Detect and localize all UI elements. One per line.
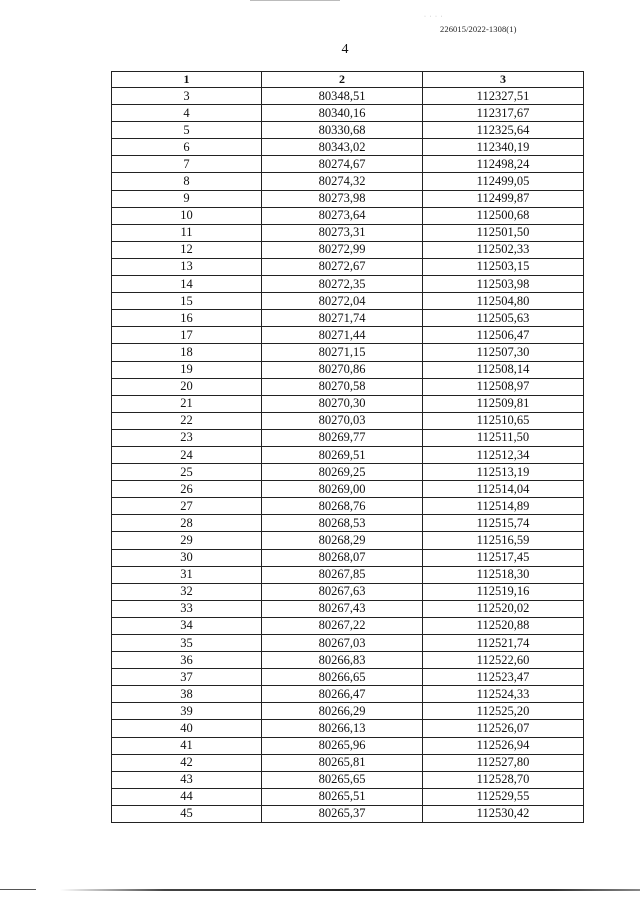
point-number-cell: 10 bbox=[112, 207, 262, 224]
point-number-cell: 22 bbox=[112, 412, 262, 429]
page-number: 4 bbox=[341, 42, 349, 57]
x-coordinate-cell: 80265,37 bbox=[262, 805, 423, 822]
coordinates-table bbox=[111, 71, 584, 823]
y-coordinate-cell: 112498,24 bbox=[423, 156, 584, 173]
table-row bbox=[112, 600, 584, 617]
point-number-cell: 6 bbox=[112, 139, 262, 156]
point-number-cell: 34 bbox=[112, 617, 262, 634]
y-coordinate-cell: 112325,64 bbox=[423, 122, 584, 139]
point-number-cell: 25 bbox=[112, 464, 262, 481]
point-number-cell: 4 bbox=[112, 105, 262, 122]
y-coordinate-cell: 112527,80 bbox=[423, 754, 584, 771]
y-coordinate-cell: 112524,33 bbox=[423, 686, 584, 703]
y-coordinate-cell: 112514,04 bbox=[423, 481, 584, 498]
table-row bbox=[112, 395, 584, 412]
x-coordinate-cell: 80265,81 bbox=[262, 754, 423, 771]
x-coordinate-cell: 80267,63 bbox=[262, 583, 423, 600]
table-row bbox=[112, 532, 584, 549]
point-number-cell: 28 bbox=[112, 515, 262, 532]
x-coordinate-cell: 80265,51 bbox=[262, 788, 423, 805]
y-coordinate-cell: 112521,74 bbox=[423, 635, 584, 652]
x-coordinate-cell: 80266,65 bbox=[262, 669, 423, 686]
table-header bbox=[112, 72, 584, 88]
y-coordinate-cell: 112520,02 bbox=[423, 600, 584, 617]
point-number-cell: 43 bbox=[112, 771, 262, 788]
y-coordinate-cell: 112520,88 bbox=[423, 617, 584, 634]
y-coordinate-cell: 112529,55 bbox=[423, 788, 584, 805]
table-row bbox=[112, 207, 584, 224]
point-number-cell: 26 bbox=[112, 481, 262, 498]
y-coordinate-cell: 112516,59 bbox=[423, 532, 584, 549]
table-row bbox=[112, 703, 584, 720]
x-coordinate-cell: 80270,03 bbox=[262, 412, 423, 429]
point-number-cell: 41 bbox=[112, 737, 262, 754]
x-coordinate-cell: 80270,30 bbox=[262, 395, 423, 412]
table-row bbox=[112, 566, 584, 583]
table-row bbox=[112, 276, 584, 293]
y-coordinate-cell: 112506,47 bbox=[423, 327, 584, 344]
table-row bbox=[112, 122, 584, 139]
table-row bbox=[112, 88, 584, 105]
y-coordinate-cell: 112509,81 bbox=[423, 395, 584, 412]
y-coordinate-cell: 112507,30 bbox=[423, 344, 584, 361]
y-coordinate-cell: 112513,19 bbox=[423, 464, 584, 481]
table-row bbox=[112, 327, 584, 344]
scan-artifact-line bbox=[250, 0, 340, 1]
x-coordinate-cell: 80274,32 bbox=[262, 173, 423, 190]
table-row bbox=[112, 617, 584, 634]
y-coordinate-cell: 112525,20 bbox=[423, 703, 584, 720]
x-coordinate-cell: 80340,16 bbox=[262, 105, 423, 122]
table-row bbox=[112, 652, 584, 669]
point-number-cell: 12 bbox=[112, 241, 262, 258]
point-number-cell: 21 bbox=[112, 395, 262, 412]
table-row bbox=[112, 720, 584, 737]
table-row bbox=[112, 224, 584, 241]
table-row bbox=[112, 105, 584, 122]
point-number-cell: 44 bbox=[112, 788, 262, 805]
x-coordinate-cell: 80266,47 bbox=[262, 686, 423, 703]
table-row bbox=[112, 754, 584, 771]
scan-artifact-dots: · · · · bbox=[424, 14, 444, 20]
point-number-cell: 32 bbox=[112, 583, 262, 600]
x-coordinate-cell: 80268,76 bbox=[262, 498, 423, 515]
table-row bbox=[112, 378, 584, 395]
x-coordinate-cell: 80269,00 bbox=[262, 481, 423, 498]
x-coordinate-cell: 80266,83 bbox=[262, 652, 423, 669]
y-coordinate-cell: 112340,19 bbox=[423, 139, 584, 156]
y-coordinate-cell: 112530,42 bbox=[423, 805, 584, 822]
x-coordinate-cell: 80265,96 bbox=[262, 737, 423, 754]
y-coordinate-cell: 112518,30 bbox=[423, 566, 584, 583]
y-coordinate-cell: 112503,15 bbox=[423, 258, 584, 275]
x-coordinate-cell: 80269,25 bbox=[262, 464, 423, 481]
y-coordinate-cell: 112501,50 bbox=[423, 224, 584, 241]
point-number-cell: 11 bbox=[112, 224, 262, 241]
table-row bbox=[112, 771, 584, 788]
table-row bbox=[112, 669, 584, 686]
point-number-cell: 45 bbox=[112, 805, 262, 822]
y-coordinate-cell: 112515,74 bbox=[423, 515, 584, 532]
x-coordinate-cell: 80273,98 bbox=[262, 190, 423, 207]
point-number-cell: 24 bbox=[112, 446, 262, 463]
x-coordinate-cell: 80268,53 bbox=[262, 515, 423, 532]
scan-artifact-bottom-left bbox=[0, 889, 36, 890]
table-row bbox=[112, 788, 584, 805]
y-coordinate-cell: 112523,47 bbox=[423, 669, 584, 686]
point-number-cell: 23 bbox=[112, 429, 262, 446]
x-coordinate-cell: 80268,29 bbox=[262, 532, 423, 549]
table-row bbox=[112, 344, 584, 361]
point-number-cell: 29 bbox=[112, 532, 262, 549]
y-coordinate-cell: 112503,98 bbox=[423, 276, 584, 293]
y-coordinate-cell: 112522,60 bbox=[423, 652, 584, 669]
point-number-cell: 16 bbox=[112, 310, 262, 327]
point-number-cell: 36 bbox=[112, 652, 262, 669]
y-coordinate-cell: 112317,67 bbox=[423, 105, 584, 122]
y-coordinate-cell: 112526,94 bbox=[423, 737, 584, 754]
table-row bbox=[112, 258, 584, 275]
table-row bbox=[112, 429, 584, 446]
table-row bbox=[112, 686, 584, 703]
table-row bbox=[112, 498, 584, 515]
point-number-cell: 7 bbox=[112, 156, 262, 173]
table-row bbox=[112, 464, 584, 481]
point-number-cell: 18 bbox=[112, 344, 262, 361]
x-coordinate-cell: 80271,74 bbox=[262, 310, 423, 327]
y-coordinate-cell: 112504,80 bbox=[423, 293, 584, 310]
table-row bbox=[112, 737, 584, 754]
y-coordinate-cell: 112505,63 bbox=[423, 310, 584, 327]
scan-artifact-bottom-line bbox=[60, 889, 640, 891]
table-row bbox=[112, 241, 584, 258]
table-row bbox=[112, 583, 584, 600]
point-number-cell: 27 bbox=[112, 498, 262, 515]
point-number-cell: 37 bbox=[112, 669, 262, 686]
point-number-cell: 5 bbox=[112, 122, 262, 139]
x-coordinate-cell: 80267,22 bbox=[262, 617, 423, 634]
x-coordinate-cell: 80272,35 bbox=[262, 276, 423, 293]
y-coordinate-cell: 112327,51 bbox=[423, 88, 584, 105]
x-coordinate-cell: 80265,65 bbox=[262, 771, 423, 788]
x-coordinate-cell: 80272,99 bbox=[262, 241, 423, 258]
x-coordinate-cell: 80270,86 bbox=[262, 361, 423, 378]
point-number-cell: 33 bbox=[112, 600, 262, 617]
table-row bbox=[112, 515, 584, 532]
table-row bbox=[112, 361, 584, 378]
y-coordinate-cell: 112510,65 bbox=[423, 412, 584, 429]
table-row bbox=[112, 549, 584, 566]
point-number-cell: 38 bbox=[112, 686, 262, 703]
point-number-cell: 8 bbox=[112, 173, 262, 190]
table-row bbox=[112, 156, 584, 173]
y-coordinate-cell: 112499,05 bbox=[423, 173, 584, 190]
x-coordinate-cell: 80268,07 bbox=[262, 549, 423, 566]
x-coordinate-cell: 80271,15 bbox=[262, 344, 423, 361]
point-number-cell: 17 bbox=[112, 327, 262, 344]
point-number-cell: 35 bbox=[112, 635, 262, 652]
point-number-cell: 9 bbox=[112, 190, 262, 207]
y-coordinate-cell: 112499,87 bbox=[423, 190, 584, 207]
x-coordinate-cell: 80272,04 bbox=[262, 293, 423, 310]
x-coordinate-cell: 80269,77 bbox=[262, 429, 423, 446]
y-coordinate-cell: 112511,50 bbox=[423, 429, 584, 446]
table-row bbox=[112, 310, 584, 327]
x-coordinate-cell: 80272,67 bbox=[262, 258, 423, 275]
column-header: 2 bbox=[262, 72, 423, 88]
x-coordinate-cell: 80273,31 bbox=[262, 224, 423, 241]
y-coordinate-cell: 112512,34 bbox=[423, 446, 584, 463]
x-coordinate-cell: 80270,58 bbox=[262, 378, 423, 395]
y-coordinate-cell: 112502,33 bbox=[423, 241, 584, 258]
table-row bbox=[112, 190, 584, 207]
table-body bbox=[112, 88, 584, 823]
y-coordinate-cell: 112500,68 bbox=[423, 207, 584, 224]
x-coordinate-cell: 80273,64 bbox=[262, 207, 423, 224]
table-header-row bbox=[112, 72, 584, 88]
column-header: 1 bbox=[112, 72, 262, 88]
x-coordinate-cell: 80267,43 bbox=[262, 600, 423, 617]
x-coordinate-cell: 80267,85 bbox=[262, 566, 423, 583]
column-header: 3 bbox=[423, 72, 584, 88]
point-number-cell: 42 bbox=[112, 754, 262, 771]
point-number-cell: 30 bbox=[112, 549, 262, 566]
point-number-cell: 19 bbox=[112, 361, 262, 378]
x-coordinate-cell: 80330,68 bbox=[262, 122, 423, 139]
x-coordinate-cell: 80271,44 bbox=[262, 327, 423, 344]
table-row bbox=[112, 481, 584, 498]
point-number-cell: 14 bbox=[112, 276, 262, 293]
table-row bbox=[112, 412, 584, 429]
y-coordinate-cell: 112508,97 bbox=[423, 378, 584, 395]
document-number: 226015/2022-1308(1) bbox=[440, 24, 517, 34]
point-number-cell: 39 bbox=[112, 703, 262, 720]
table-row bbox=[112, 293, 584, 310]
x-coordinate-cell: 80274,67 bbox=[262, 156, 423, 173]
y-coordinate-cell: 112508,14 bbox=[423, 361, 584, 378]
x-coordinate-cell: 80266,13 bbox=[262, 720, 423, 737]
table-row bbox=[112, 173, 584, 190]
y-coordinate-cell: 112517,45 bbox=[423, 549, 584, 566]
point-number-cell: 3 bbox=[112, 88, 262, 105]
point-number-cell: 15 bbox=[112, 293, 262, 310]
table-row bbox=[112, 635, 584, 652]
point-number-cell: 20 bbox=[112, 378, 262, 395]
table-row bbox=[112, 446, 584, 463]
y-coordinate-cell: 112519,16 bbox=[423, 583, 584, 600]
y-coordinate-cell: 112526,07 bbox=[423, 720, 584, 737]
table-row bbox=[112, 139, 584, 156]
x-coordinate-cell: 80269,51 bbox=[262, 446, 423, 463]
x-coordinate-cell: 80266,29 bbox=[262, 703, 423, 720]
x-coordinate-cell: 80343,02 bbox=[262, 139, 423, 156]
x-coordinate-cell: 80267,03 bbox=[262, 635, 423, 652]
y-coordinate-cell: 112528,70 bbox=[423, 771, 584, 788]
point-number-cell: 40 bbox=[112, 720, 262, 737]
table-row bbox=[112, 805, 584, 822]
point-number-cell: 13 bbox=[112, 258, 262, 275]
point-number-cell: 31 bbox=[112, 566, 262, 583]
y-coordinate-cell: 112514,89 bbox=[423, 498, 584, 515]
x-coordinate-cell: 80348,51 bbox=[262, 88, 423, 105]
